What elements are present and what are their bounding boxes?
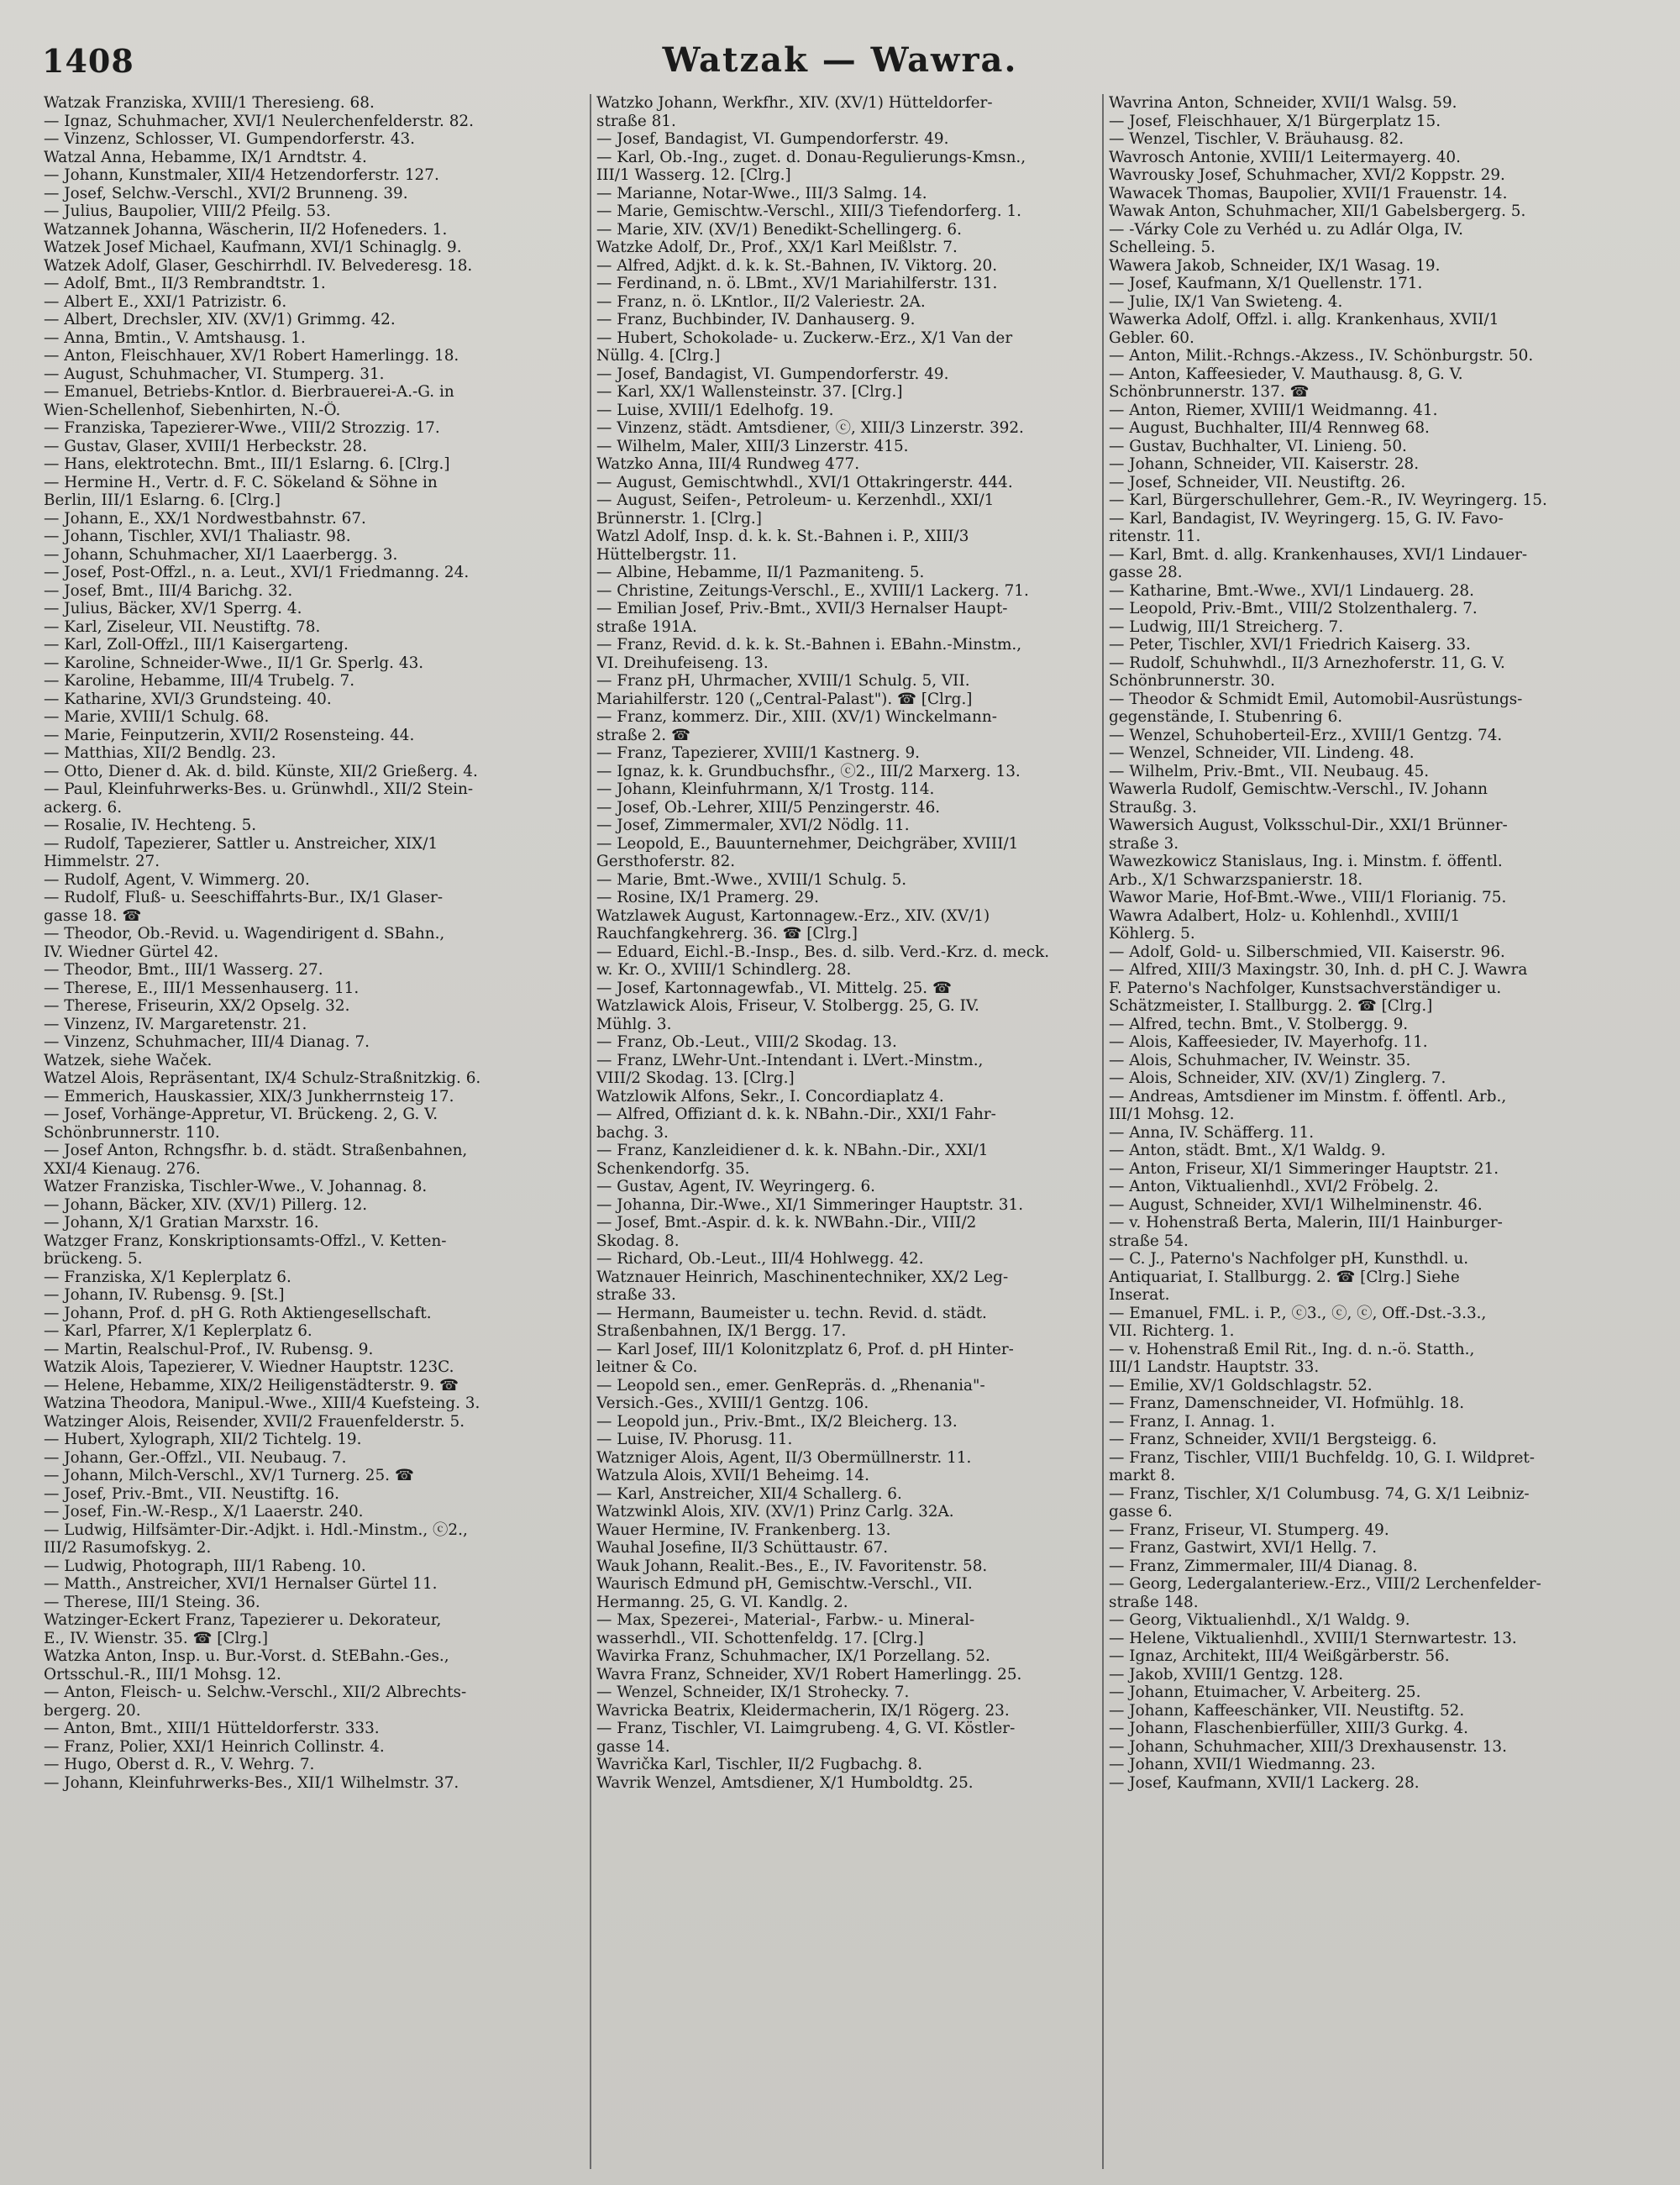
directory-entry: Wavrička Karl, Tischler, II/2 Fugbachg. 8. (596, 1756, 923, 1773)
directory-entry: — Emanuel, Betriebs-Kntlor. d. Bierbrauerei-A.-G. in (44, 383, 454, 401)
directory-entry: — August, Gemischtwhdl., XVI/1 Ottakringerstr. 444. (596, 473, 1013, 491)
directory-entry: — Franz, I. Annag. 1. (1109, 1412, 1275, 1431)
directory-entry: — Helene, Hebamme, XIX/2 Heiligenstädterstr. 9. ☎ (44, 1376, 459, 1395)
directory-entry: Wavra Franz, Schneider, XV/1 Robert Hamerlingg. 25. (596, 1665, 1022, 1683)
directory-entry: — Ignaz, Architekt, III/4 Weißgärberstr. 56. (1109, 1647, 1450, 1665)
directory-entry: — August, Schneider, XVI/1 Wilhelminenstr. 46. (1109, 1195, 1483, 1214)
directory-entry: — Franz, kommerz. Dir., XIII. (XV/1) Winckelmann- (596, 708, 997, 726)
directory-entry: Antiquariat, I. Stallburgg. 2. ☎ [Clrg.] Siehe (1109, 1268, 1460, 1286)
directory-entry: Watznauer Heinrich, Maschinentechniker, XX/2 Leg- (596, 1268, 1009, 1286)
directory-entry: Wawerka Adolf, Offzl. i. allg. Krankenhaus, XVII/1 (1109, 311, 1499, 328)
directory-entry: Watzel Alois, Repräsentant, IX/4 Schulz-Straßnitzkig. 6. (44, 1069, 481, 1087)
directory-entry: Watzina Theodora, Manipul.-Wwe., XIII/4 Kuefsteing. 3. (44, 1395, 480, 1412)
directory-entry: Brünnerstr. 1. [Clrg.] (596, 509, 762, 528)
directory-entry: — Anna, Bmtin., V. Amtshausg. 1. (44, 328, 306, 347)
directory-entry: Wauk Johann, Realit.-Bes., E., IV. Favoritenstr. 58. (596, 1557, 988, 1575)
directory-entry: — ‑Várky Cole zu Verhéd u. zu Adlár Olga, IV. (1109, 220, 1463, 239)
directory-entry: Wauhal Josefine, II/3 Schüttaustr. 67. (596, 1539, 889, 1557)
directory-entry: III/1 Landstr. Hauptstr. 33. (1109, 1358, 1320, 1376)
directory-entry: Watzlawick Alois, Friseur, V. Stolbergg. 25, G. IV. (596, 997, 979, 1015)
directory-entry: — Otto, Diener d. Ak. d. bild. Künste, XII/2 Grießerg. 4. (44, 762, 478, 780)
directory-entry: — Karl, Pfarrer, X/1 Keplerplatz 6. (44, 1322, 312, 1340)
directory-entry: straße 81. (596, 112, 676, 130)
directory-entry: straße 191A. (596, 617, 697, 636)
directory-entry: Watzula Alois, XVII/1 Beheimg. 14. (596, 1467, 869, 1484)
directory-entry: — Johanna, Dir.-Wwe., XI/1 Simmeringer Hauptstr. 31. (596, 1195, 1024, 1214)
directory-entry: — Albert E., XXI/1 Patrizistr. 6. (44, 292, 287, 311)
directory-entry: — Paul, Kleinfuhrwerks-Bes. u. Grünwhdl., XII/2 Stein- (44, 780, 474, 798)
directory-entry: — Rudolf, Tapezierer, Sattler u. Anstreicher, XIX/1 (44, 834, 438, 853)
directory-entry: — Gustav, Glaser, XVIII/1 Herbeckstr. 28. (44, 437, 368, 455)
directory-entry: — Franz, Gastwirt, XVI/1 Hellg. 7. (1109, 1539, 1378, 1557)
directory-entry: — Johann, E., XX/1 Nordwestbahnstr. 67. (44, 509, 366, 528)
directory-entry: — Rosine, IX/1 Pramerg. 29. (596, 889, 819, 906)
directory-entry: Watzger Franz, Konskriptionsamts-Offzl., V. Ketten- (44, 1232, 447, 1250)
directory-entry: Watzko Anna, III/4 Rundweg 477. (596, 455, 860, 473)
directory-entry: — Josef, Bandagist, VI. Gumpendorferstr. 49. (596, 365, 949, 383)
directory-entry: Wavrina Anton, Schneider, XVII/1 Walsg. 59. (1109, 94, 1457, 112)
directory-entry: — Josef, Bmt.-Aspir. d. k. k. NWBahn.-Dir., VIII/2 (596, 1214, 977, 1232)
directory-entry: straße 2. ☎ (596, 726, 690, 744)
directory-entry: — Ludwig, III/1 Streicherg. 7. (1109, 617, 1344, 636)
directory-column-3 (1102, 94, 1640, 2169)
directory-entry: — Karoline, Schneider-Wwe., II/1 Gr. Sperlg. 43. (44, 654, 424, 672)
directory-column-2 (590, 94, 1127, 2169)
directory-entry: Watzwinkl Alois, XIV. (XV/1) Prinz Carlg. 32A. (596, 1503, 954, 1521)
directory-entry: Mariahilferstr. 120 („Central-Palast"). ☎ [Clrg.] (596, 690, 973, 708)
directory-entry: — Marie, XVIII/1 Schulg. 68. (44, 708, 270, 726)
directory-entry: — Georg, Viktualienhdl., X/1 Waldg. 9. (1109, 1611, 1410, 1629)
directory-entry: — Franz, Tischler, X/1 Columbusg. 74, G. X/1 Leibniz- (1109, 1484, 1530, 1503)
directory-entry: straße 54. (1109, 1232, 1189, 1250)
directory-entry: Schätzmeister, I. Stallburgg. 2. ☎ [Clrg.] (1109, 997, 1433, 1015)
directory-entry: — Johann, Schuhmacher, XIII/3 Drexhausenstr. 13. (1109, 1737, 1507, 1756)
directory-entry: — Emilian Josef, Priv.-Bmt., XVII/3 Hernalser Haupt- (596, 600, 1008, 617)
directory-entry: Schönbrunnerstr. 137. ☎ (1109, 383, 1310, 401)
directory-entry: XXI/4 Kienaug. 276. (44, 1159, 201, 1178)
directory-entry: — Wenzel, Tischler, V. Bräuhausg. 82. (1109, 130, 1404, 148)
directory-entry: — Karl, XX/1 Wallensteinstr. 37. [Clrg.] (596, 383, 903, 401)
directory-entry: — Luise, XVIII/1 Edelhofg. 19. (596, 401, 834, 419)
directory-entry: — Franz, Zimmermaler, III/4 Dianag. 8. (1109, 1557, 1418, 1575)
directory-entry: — Wilhelm, Maler, XIII/3 Linzerstr. 415. (596, 437, 909, 455)
directory-entry: — Franz, Buchbinder, IV. Danhauserg. 9. (596, 311, 916, 328)
directory-entry: Rauchfangkehrerg. 36. ☎ [Clrg.] (596, 925, 858, 943)
directory-entry: Watzak Franziska, XVIII/1 Theresieng. 68. (44, 94, 375, 112)
directory-entry: — Andreas, Amtsdiener im Minstm. f. öffentl. Arb., (1109, 1087, 1507, 1106)
directory-entry: — Theodor, Ob.-Revid. u. Wagendirigent d. SBahn., (44, 925, 445, 943)
directory-entry: — Ignaz, k. k. Grundbuchsfhr., ⓒ2., III/2 Marxerg. 13. (596, 762, 1021, 780)
directory-entry: — Karl, Bmt. d. allg. Krankenhauses, XVI/1 Lindauer- (1109, 545, 1528, 564)
directory-entry: Watzek Adolf, Glaser, Geschirrhdl. IV. Belvederesg. 18. (44, 256, 473, 275)
directory-entry: — Johann, Schuhmacher, XI/1 Laaerbergg. 3. (44, 545, 398, 564)
directory-entry: — Katharine, Bmt.-Wwe., XVI/1 Lindauerg. 28. (1109, 581, 1474, 600)
directory-entry: F. Paterno's Nachfolger, Kunstsachverständiger u. (1109, 979, 1502, 997)
directory-entry: — Franz pH, Uhrmacher, XVIII/1 Schulg. 5, VII. (596, 672, 970, 690)
directory-entry: — Josef, Schneider, VII. Neustiftg. 26. (1109, 473, 1406, 491)
directory-entry: — Josef, Zimmermaler, XVI/2 Nödlg. 11. (596, 817, 910, 834)
directory-entry: Wavrousky Josef, Schuhmacher, XVI/2 Koppstr. 29. (1109, 166, 1505, 184)
directory-entry: Hüttelbergstr. 11. (596, 545, 738, 564)
directory-entry: — Johann, Etuimacher, V. Arbeiterg. 25. (1109, 1683, 1421, 1701)
directory-entry: markt 8. (1109, 1467, 1176, 1484)
directory-entry: Wauer Hermine, IV. Frankenberg. 13. (596, 1521, 891, 1539)
directory-entry: — Gustav, Buchhalter, VI. Linieng. 50. (1109, 437, 1407, 455)
directory-entry: — Johann, Schneider, VII. Kaiserstr. 28. (1109, 455, 1420, 473)
directory-entry: — Marie, XIV. (XV/1) Benedikt-Schellingerg. 6. (596, 220, 962, 239)
directory-entry: — Matthias, XII/2 Bendlg. 23. (44, 744, 276, 762)
directory-entry: gasse 14. (596, 1737, 670, 1756)
directory-entry: — Jakob, XVIII/1 Gentzg. 128. (1109, 1665, 1344, 1683)
page-number: 1408 (42, 42, 134, 80)
directory-entry: IV. Wiedner Gürtel 42. (44, 943, 219, 961)
directory-entry: Waurisch Edmund pH, Gemischtw.-Verschl., VII. (596, 1575, 973, 1593)
directory-entry: — Anton, Viktualienhdl., XVI/2 Fröbelg. 2. (1109, 1178, 1439, 1195)
directory-entry: — Johann, XVII/1 Wiedmanng. 23. (1109, 1756, 1376, 1773)
directory-entry: Watzinger-Eckert Franz, Tapezierer u. Dekorateur, (44, 1611, 442, 1629)
directory-entry: Watzniger Alois, Agent, II/3 Obermüllnerstr. 11. (596, 1448, 972, 1467)
directory-entry: Wavirka Franz, Schuhmacher, IX/1 Porzellang. 52. (596, 1647, 990, 1665)
directory-entry: straße 148. (1109, 1593, 1199, 1611)
directory-entry: — Eduard, Eichl.-B.-Insp., Bes. d. silb. Verd.-Krz. d. meck. (596, 943, 1050, 961)
directory-entry: Berlin, III/1 Eslarng. 6. [Clrg.] (44, 491, 281, 509)
directory-entry: — Franz, n. ö. LKntlor., II/2 Valeriestr. 2A. (596, 292, 926, 311)
directory-entry: — Alfred, Offiziant d. k. k. NBahn.-Dir., XXI/1 Fahr- (596, 1106, 996, 1123)
directory-entry: — Katharine, XVI/3 Grundsteing. 40. (44, 690, 332, 708)
directory-entry: — Anton, Kaffeesieder, V. Mauthausg. 8, G. V. (1109, 365, 1463, 383)
directory-entry: — Ludwig, Hilfsämter-Dir.-Adjkt. i. Hdl.-Minstm., ⓒ2., (44, 1521, 468, 1539)
directory-entry: — Josef, Fleischhauer, X/1 Bürgerplatz 15. (1109, 112, 1441, 130)
directory-entry: — Franz, LWehr-Unt.-Intendant i. LVert.-Minstm., (596, 1051, 984, 1069)
directory-entry: — Karl, Bürgerschullehrer, Gem.-R., IV. Weyringerg. 15. (1109, 491, 1547, 509)
directory-entry: Wawersich August, Volksschul-Dir., XXI/1 Brünner- (1109, 817, 1508, 834)
directory-entry: Watzl Adolf, Insp. d. k. k. St.-Bahnen i. P., XIII/3 (596, 528, 969, 545)
directory-entry: — Vinzenz, städt. Amtsdiener, ⓒ, XIII/3 Linzerstr. 392. (596, 419, 1024, 437)
directory-entry: — Anton, Milit.-Rchngs.-Akzess., IV. Schönburgstr. 50. (1109, 347, 1534, 365)
directory-entry: gasse 18. ☎ (44, 906, 142, 925)
directory-entry: — Adolf, Bmt., II/3 Rembrandtstr. 1. (44, 275, 326, 292)
directory-entry: — Julius, Baupolier, VIII/2 Pfeilg. 53. (44, 202, 331, 220)
directory-entry: — Vinzenz, Schuhmacher, III/4 Dianag. 7. (44, 1033, 370, 1051)
directory-entry: Watzannek Johanna, Wäscherin, II/2 Hofeneders. 1. (44, 220, 448, 239)
directory-entry: VIII/2 Skodag. 13. [Clrg.] (596, 1069, 795, 1087)
directory-entry: — Franz, Schneider, XVII/1 Bergsteigg. 6. (1109, 1431, 1437, 1448)
directory-entry: — Leopold jun., Priv.-Bmt., IX/2 Bleicherg. 13. (596, 1412, 958, 1431)
directory-entry: — Marie, Feinputzerin, XVII/2 Rosensteing. 44. (44, 726, 415, 744)
directory-entry: Watzik Alois, Tapezierer, V. Wiedner Hauptstr. 123C. (44, 1358, 454, 1376)
directory-entry: — Josef, Bmt., III/4 Barichg. 32. (44, 581, 293, 600)
directory-entry: — Matth., Anstreicher, XVI/1 Hernalser Gürtel 11. (44, 1575, 438, 1593)
directory-entry: — Johann, Ger.-Offzl., VII. Neubaug. 7. (44, 1448, 347, 1467)
directory-entry: Köhlerg. 5. (1109, 925, 1195, 943)
directory-entry: Schelleing. 5. (1109, 239, 1216, 256)
directory-entry: — Vinzenz, Schlosser, VI. Gumpendorferstr. 43. (44, 130, 416, 148)
directory-entry: — Leopold sen., emer. GenRepräs. d. „Rhenania"- (596, 1376, 985, 1395)
directory-entry: — Hans, elektrotechn. Bmt., III/1 Eslarng. 6. [Clrg.] (44, 455, 450, 473)
directory-entry: — Alois, Schuhmacher, IV. Weinstr. 35. (1109, 1051, 1411, 1069)
directory-column-1 (44, 94, 581, 2169)
directory-entry: ritenstr. 11. (1109, 528, 1201, 545)
directory-entry: Schönbrunnerstr. 110. (44, 1123, 220, 1142)
directory-entry: — Julie, IX/1 Van Swieteng. 4. (1109, 292, 1343, 311)
directory-entry: straße 3. (1109, 834, 1179, 853)
directory-entry: — Anton, städt. Bmt., X/1 Waldg. 9. (1109, 1142, 1386, 1159)
directory-entry: — Wenzel, Schneider, VII. Lindeng. 48. (1109, 744, 1415, 762)
directory-entry: — Alfred, XIII/3 Maxingstr. 30, Inh. d. pH C. J. Wawra (1109, 961, 1528, 979)
directory-entry: Watzka Anton, Insp. u. Bur.-Vorst. d. StEBahn.-Ges., (44, 1647, 449, 1665)
directory-entry: III/2 Rasumofskyg. 2. (44, 1539, 212, 1557)
directory-entry: — Anton, Bmt., XIII/1 Hütteldorferstr. 333. (44, 1720, 380, 1737)
directory-entry: — Theodor, Bmt., III/1 Wasserg. 27. (44, 961, 323, 979)
directory-entry: Skodag. 8. (596, 1232, 680, 1250)
directory-entry: — Johann, Flaschenbierfüller, XIII/3 Gurkg. 4. (1109, 1720, 1468, 1737)
directory-entry: — Ferdinand, n. ö. LBmt., XV/1 Mariahilferstr. 131. (596, 275, 998, 292)
directory-entry: — Josef, Kartonnagewfab., VI. Mittelg. 25. ☎ (596, 979, 952, 997)
directory-entry: — Johann, Bäcker, XIV. (XV/1) Pillerg. 12. (44, 1195, 368, 1214)
directory-entry: — Josef, Fin.-W.-Resp., X/1 Laaerstr. 240. (44, 1503, 364, 1521)
directory-entry: — Martin, Realschul-Prof., IV. Rubensg. 9. (44, 1340, 374, 1358)
directory-entry: Wawra Adalbert, Holz- u. Kohlenhdl., XVIII/1 (1109, 906, 1461, 925)
directory-entry: Wawacek Thomas, Baupolier, XVII/1 Frauenstr. 14. (1109, 184, 1508, 202)
directory-entry: Watzer Franziska, Tischler-Wwe., V. Johannag. 8. (44, 1178, 428, 1195)
directory-entry: — Karl Josef, III/1 Kolonitzplatz 6, Prof. d. pH Hinter- (596, 1340, 1014, 1358)
directory-entry: — Johann, Kleinfuhrwerks-Bes., XII/1 Wilhelmstr. 37. (44, 1773, 459, 1792)
directory-entry: — Karl, Zoll-Offzl., III/1 Kaisergarteng. (44, 636, 349, 654)
directory-entry: — August, Buchhalter, III/4 Rennweg 68. (1109, 419, 1430, 437)
directory-entry: gasse 6. (1109, 1503, 1173, 1521)
directory-entry: bachg. 3. (596, 1123, 669, 1142)
directory-entry: Wavrik Wenzel, Amtsdiener, X/1 Humboldtg. 25. (596, 1773, 974, 1792)
directory-entry: Wawak Anton, Schuhmacher, XII/1 Gabelsbergerg. 5. (1109, 202, 1526, 220)
directory-entry: Gebler. 60. (1109, 328, 1194, 347)
directory-entry: — Johann, IV. Rubensg. 9. [St.] (44, 1286, 285, 1304)
directory-entry: Schenkendorfg. 35. (596, 1159, 750, 1178)
directory-entry: — Josef, Post-Offzl., n. a. Leut., XVI/1 Friedmanng. 24. (44, 564, 470, 581)
directory-entry: — Wenzel, Schuhoberteil-Erz., XVIII/1 Gentzg. 74. (1109, 726, 1503, 744)
directory-entry: — Franz, Tapezierer, XVIII/1 Kastnerg. 9. (596, 744, 920, 762)
directory-entry: Hermanng. 25, G. VI. Kandlg. 2. (596, 1593, 848, 1611)
directory-entry: gasse 28. (1109, 564, 1183, 581)
directory-entry: — Hermine H., Vertr. d. F. C. Sökeland & Söhne in (44, 473, 438, 491)
directory-entry: — Josef, Ob.-Lehrer, XIII/5 Penzingerstr. 46. (596, 798, 941, 817)
directory-entry: Straußg. 3. (1109, 798, 1197, 817)
directory-entry: — Franz, Tischler, VIII/1 Buchfeldg. 10, G. I. Wildpret- (1109, 1448, 1536, 1467)
directory-entry: Inserat. (1109, 1286, 1170, 1304)
directory-entry: Wavricka Beatrix, Kleidermacherin, IX/1 Rögerg. 23. (596, 1701, 1010, 1720)
directory-entry: — v. Hohenstraß Emil Rit., Ing. d. n.-ö. Statth., (1109, 1340, 1475, 1358)
directory-entry: — Karl, Ziseleur, VII. Neustiftg. 78. (44, 617, 321, 636)
directory-entry: III/1 Mohsg. 12. (1109, 1106, 1235, 1123)
directory-entry: Straßenbahnen, IX/1 Bergg. 17. (596, 1322, 847, 1340)
directory-entry: — Marianne, Notar-Wwe., III/3 Salmg. 14. (596, 184, 927, 202)
directory-entry: — Theodor & Schmidt Emil, Automobil-Ausrüstungs- (1109, 690, 1523, 708)
directory-entry: — Josef, Bandagist, VI. Gumpendorferstr. 49. (596, 130, 949, 148)
directory-entry: — Franz, Kanzleidiener d. k. k. NBahn.-Dir., XXI/1 (596, 1142, 989, 1159)
directory-entry: — Peter, Tischler, XVI/1 Friedrich Kaiserg. 33. (1109, 636, 1471, 654)
directory-entry: — Johann, Tischler, XVI/1 Thaliastr. 98. (44, 528, 351, 545)
directory-entry: leitner & Co. (596, 1358, 698, 1376)
directory-entry: — Albert, Drechsler, XIV. (XV/1) Grimmg. 42. (44, 311, 396, 328)
directory-entry: — Johann, X/1 Gratian Marxstr. 16. (44, 1214, 319, 1232)
directory-entry: — v. Hohenstraß Berta, Malerin, III/1 Hainburger- (1109, 1214, 1503, 1232)
directory-entry: — Therese, E., III/1 Messenhauserg. 11. (44, 979, 360, 997)
directory-entry: — Karoline, Hebamme, III/4 Trubelg. 7. (44, 672, 355, 690)
directory-entry: Schönbrunnerstr. 30. (1109, 672, 1275, 690)
directory-entry: — Hubert, Xylograph, XII/2 Tichtelg. 19. (44, 1431, 362, 1448)
directory-entry: — C. J., Paterno's Nachfolger pH, Kunsthdl. u. (1109, 1250, 1469, 1268)
directory-entry: VII. Richterg. 1. (1109, 1322, 1235, 1340)
directory-entry: — Johann, Kaffeeschänker, VII. Neustiftg. 52. (1109, 1701, 1465, 1720)
directory-entry: E., IV. Wienstr. 35. ☎ [Clrg.] (44, 1629, 269, 1647)
directory-entry: — Johann, Milch-Verschl., XV/1 Turnerg. 25. ☎ (44, 1467, 414, 1484)
directory-entry: Nüllg. 4. [Clrg.] (596, 347, 721, 365)
directory-entry: — Georg, Ledergalanteriew.-Erz., VIII/2 Lerchenfelder- (1109, 1575, 1541, 1593)
directory-entry: — Alfred, techn. Bmt., V. Stolbergg. 9. (1109, 1015, 1409, 1033)
directory-entry: Watzke Adolf, Dr., Prof., XX/1 Karl Meißlstr. 7. (596, 239, 958, 256)
directory-entry: — Anton, Friseur, XI/1 Simmeringer Hauptstr. 21. (1109, 1159, 1499, 1178)
directory-entry: — Max, Spezerei-, Material-, Farbw.- u. Mineral- (596, 1611, 975, 1629)
directory-entry: — Franz, Revid. d. k. k. St.-Bahnen i. EBahn.-Minstm., (596, 636, 1022, 654)
directory-entry: — Leopold, Priv.-Bmt., VIII/2 Stolzenthalerg. 7. (1109, 600, 1478, 617)
directory-entry: — Franz, Friseur, VI. Stumperg. 49. (1109, 1521, 1389, 1539)
directory-entry: — Ludwig, Photograph, III/1 Rabeng. 10. (44, 1557, 366, 1575)
directory-entry: — Hugo, Oberst d. R., V. Wehrg. 7. (44, 1756, 315, 1773)
directory-entry: — Gustav, Agent, IV. Weyringerg. 6. (596, 1178, 875, 1195)
directory-entry: — Josef, Selchw.-Verschl., XVI/2 Brunneng. 39. (44, 184, 408, 202)
directory-entry: Arb., X/1 Schwarzspanierstr. 18. (1109, 870, 1363, 889)
directory-entry: — Adolf, Gold- u. Silberschmied, VII. Kaiserstr. 96. (1109, 943, 1505, 961)
directory-entry: — Luise, IV. Phorusg. 11. (596, 1431, 793, 1448)
directory-entry: — Ignaz, Schuhmacher, XVI/1 Neulerchenfelderstr. 82. (44, 112, 474, 130)
directory-entry: Gersthoferstr. 82. (596, 853, 736, 870)
directory-entry: — Josef, Priv.-Bmt., VII. Neustiftg. 16. (44, 1484, 339, 1503)
directory-entry: — Johann, Kunstmaler, XII/4 Hetzendorferstr. 127. (44, 166, 439, 184)
directory-entry: — Franziska, X/1 Keplerplatz 6. (44, 1268, 291, 1286)
directory-entry: — Helene, Viktualienhdl., XVIII/1 Sternwartestr. 13. (1109, 1629, 1517, 1647)
directory-entry: Watzinger Alois, Reisender, XVII/2 Frauenfelderstr. 5. (44, 1412, 465, 1431)
directory-entry: Watzek, siehe Waček. (44, 1051, 213, 1069)
directory-entry: — Hermann, Baumeister u. techn. Revid. d. städt. (596, 1304, 987, 1322)
directory-entry: Wawezkowicz Stanislaus, Ing. i. Minstm. f. öffentl. (1109, 853, 1503, 870)
directory-entry: — Franziska, Tapezierer-Wwe., VIII/2 Strozzig. 17. (44, 419, 440, 437)
directory-entry: Mühlg. 3. (596, 1015, 672, 1033)
directory-entry: — Anton, Riemer, XVIII/1 Weidmanng. 41. (1109, 401, 1438, 419)
directory-entry: straße 33. (596, 1286, 676, 1304)
directory-entry: — Karl, Ob.-Ing., zuget. d. Donau-Regulierungs-Kmsn., (596, 148, 1026, 166)
directory-entry: Watzlowik Alfons, Sekr., I. Concordiaplatz 4. (596, 1087, 944, 1106)
directory-entry: — August, Schuhmacher, VI. Stumperg. 31. (44, 365, 385, 383)
directory-entry: Ortsschul.-R., III/1 Mohsg. 12. (44, 1665, 281, 1683)
directory-entry: — Franz, Damenschneider, VI. Hofmühlg. 18. (1109, 1395, 1465, 1412)
directory-entry: — August, Seifen-, Petroleum- u. Kerzenhdl., XXI/1 (596, 491, 995, 509)
directory-entry: — Anna, IV. Schäfferg. 11. (1109, 1123, 1315, 1142)
directory-entry: — Leopold, E., Bauunternehmer, Deichgräber, XVIII/1 (596, 834, 1019, 853)
directory-entry: Watzko Johann, Werkfhr., XIV. (XV/1) Hütteldorfer- (596, 94, 993, 112)
directory-entry: — Josef Anton, Rchngsfhr. b. d. städt. Straßenbahnen, (44, 1142, 468, 1159)
directory-entry: — Alois, Kaffeesieder, IV. Mayerhofg. 11. (1109, 1033, 1428, 1051)
directory-entry: ackerg. 6. (44, 798, 123, 817)
directory-entry: — Wilhelm, Priv.-Bmt., VII. Neubaug. 45. (1109, 762, 1430, 780)
directory-entry: — Josef, Vorhänge-Appretur, VI. Brückeng. 2, G. V. (44, 1106, 438, 1123)
directory-entry: — Therese, Friseurin, XX/2 Opselg. 32. (44, 997, 350, 1015)
directory-entry: — Rosalie, IV. Hechteng. 5. (44, 817, 257, 834)
directory-entry: Wawera Jakob, Schneider, IX/1 Wasag. 19. (1109, 256, 1441, 275)
directory-entry: VI. Dreihufeiseng. 13. (596, 654, 769, 672)
directory-entry: Versich.-Ges., XVIII/1 Gentzg. 106. (596, 1395, 869, 1412)
directory-entry: — Rudolf, Agent, V. Wimmerg. 20. (44, 870, 310, 889)
directory-entry: Wavrosch Antonie, XVIII/1 Leitermayerg. 40. (1109, 148, 1461, 166)
directory-entry: Watzek Josef Michael, Kaufmann, XVI/1 Schinaglg. 9. (44, 239, 462, 256)
directory-entry: bergerg. 20. (44, 1701, 141, 1720)
directory-entry: — Franz, Polier, XXI/1 Heinrich Collinstr. 4. (44, 1737, 385, 1756)
directory-entry: Himmelstr. 27. (44, 853, 160, 870)
running-head: Watzak — Wawra. (662, 40, 1018, 80)
directory-entry: wasserhdl., VII. Schottenfeldg. 17. [Clrg.] (596, 1629, 924, 1647)
directory-entry: — Richard, Ob.-Leut., III/4 Hohlwegg. 42. (596, 1250, 924, 1268)
directory-entry: — Marie, Bmt.-Wwe., XVIII/1 Schulg. 5. (596, 870, 907, 889)
directory-entry: w. Kr. O., XVIII/1 Schindlerg. 28. (596, 961, 852, 979)
directory-entry: — Josef, Kaufmann, XVII/1 Lackerg. 28. (1109, 1773, 1420, 1792)
directory-entry: — Franz, Tischler, VI. Laimgrubeng. 4, G. VI. Köstler- (596, 1720, 1016, 1737)
directory-entry: — Josef, Kaufmann, X/1 Quellenstr. 171. (1109, 275, 1423, 292)
directory-entry: — Alois, Schneider, XIV. (XV/1) Zinglerg. 7. (1109, 1069, 1446, 1087)
directory-entry: Wien-Schellenhof, Siebenhirten, N.-Ö. (44, 401, 341, 419)
directory-entry: brückeng. 5. (44, 1250, 143, 1268)
directory-entry: — Alfred, Adjkt. d. k. k. St.-Bahnen, IV. Viktorg. 20. (596, 256, 998, 275)
directory-entry: — Hubert, Schokolade- u. Zuckerw.-Erz., X/1 Van der (596, 328, 1013, 347)
directory-entry: gegenstände, I. Stubenring 6. (1109, 708, 1343, 726)
directory-entry: — Franz, Ob.-Leut., VIII/2 Skodag. 13. (596, 1033, 897, 1051)
directory-entry: — Wenzel, Schneider, IX/1 Strohecky. 7. (596, 1683, 910, 1701)
directory-entry: — Marie, Gemischtw.-Verschl., XIII/3 Tiefendorferg. 1. (596, 202, 1022, 220)
directory-entry: — Johann, Kleinfuhrmann, X/1 Trostg. 114. (596, 780, 935, 798)
directory-entry: — Karl, Bandagist, IV. Weyringerg. 15, G. IV. Favo- (1109, 509, 1504, 528)
directory-entry: — Anton, Fleischhauer, XV/1 Robert Hamerlingg. 18. (44, 347, 459, 365)
directory-entry: — Rudolf, Fluß- u. Seeschiffahrts-Bur., IX/1 Glaser- (44, 889, 444, 906)
directory-entry: — Emmerich, Hauskassier, XIX/3 Junkherrnsteig 17. (44, 1087, 454, 1106)
directory-entry: — Therese, III/1 Steing. 36. (44, 1593, 260, 1611)
directory-entry: — Julius, Bäcker, XV/1 Sperrg. 4. (44, 600, 302, 617)
directory-entry: — Rudolf, Schuhwhdl., II/3 Arnezhoferstr. 11, G. V. (1109, 654, 1505, 672)
directory-entry: — Emanuel, FML. i. P., ⓒ3., ⓒ, ⓒ, Off.-Dst.-3.3., (1109, 1304, 1487, 1322)
directory-entry: Wawerla Rudolf, Gemischtw.-Verschl., IV. Johann (1109, 780, 1488, 798)
directory-entry: — Emilie, XV/1 Goldschlagstr. 52. (1109, 1376, 1373, 1395)
directory-entry: III/1 Wasserg. 12. [Clrg.] (596, 166, 791, 184)
directory-entry: Wawor Marie, Hof-Bmt.-Wwe., VIII/1 Florianig. 75. (1109, 889, 1507, 906)
directory-entry: — Anton, Fleisch- u. Selchw.-Verschl., XII/2 Albrechts- (44, 1683, 467, 1701)
directory-entry: Watzlawek August, Kartonnagew.-Erz., XIV. (XV/1) (596, 906, 990, 925)
directory-entry: — Vinzenz, IV. Margaretenstr. 21. (44, 1015, 307, 1033)
directory-entry: — Christine, Zeitungs-Verschl., E., XVIII/1 Lackerg. 71. (596, 581, 1029, 600)
directory-entry: — Karl, Anstreicher, XII/4 Schallerg. 6. (596, 1484, 902, 1503)
directory-entry: — Johann, Prof. d. pH G. Roth Aktiengesellschaft. (44, 1304, 432, 1322)
directory-entry: — Albine, Hebamme, II/1 Pazmaniteng. 5. (596, 564, 925, 581)
directory-entry: Watzal Anna, Hebamme, IX/1 Arndtstr. 4. (44, 148, 367, 166)
